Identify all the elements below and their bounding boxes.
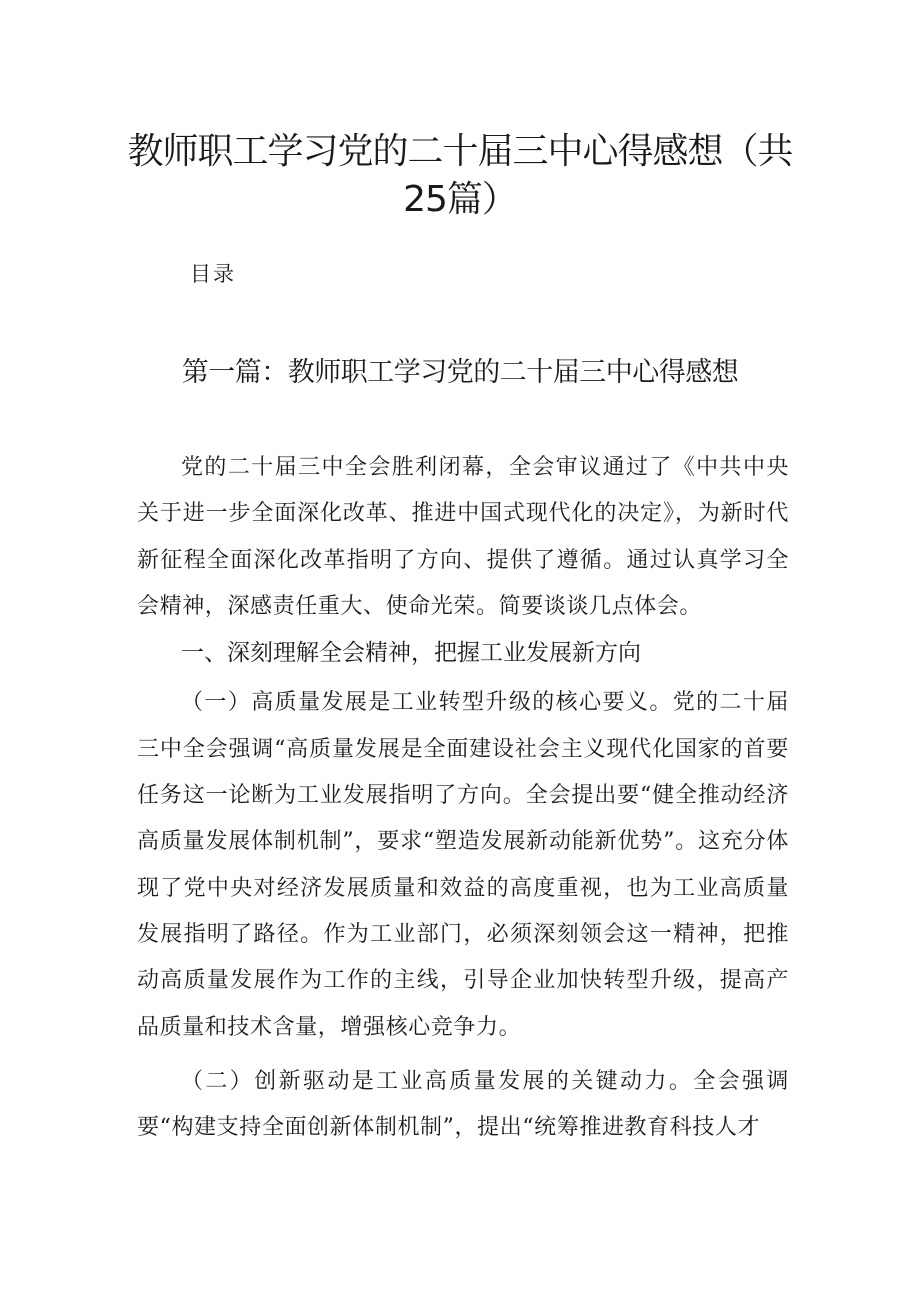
document-title-line-1: 教师职工学习党的二十届三中心得感想（共	[127, 131, 793, 172]
table-of-contents-label: 目录	[190, 262, 236, 286]
document-body	[137, 445, 789, 1151]
document-title	[0, 128, 920, 224]
heading-one: 一、深刻理解全会精神，把握工业发展新方向	[181, 640, 641, 667]
paragraph-subsection-1: （一）高质量发展是工业转型升级的核心要义。党的二十届三中全会强调“高质量发展是全面建设社会主义现代化国家的首要任务这一论断为工业发展指明了方向。全会提出要“健全推动经济高质量发展体制机制”，要求“塑造发展新动能新优势”。这充分体现了党中央对经济发展质量和效益的高度重视，也为工业高质量发展指明了路径。作为工业部门，必须深刻领会这一精神，把推动高质量发展作为工作的主线，引导企业加快转型升级，提高产品质量和技术含量，增强核心竞争力。	[137, 690, 789, 1040]
paragraph-intro: 党的二十届三中全会胜利闭幕，全会审议通过了《中共中央关于进一步全面深化改革、推进中国式现代化的决定》，为新时代新征程全面深化改革指明了方向、提供了遵循。通过认真学习全会精神，深感责任重大、使命光荣。简要谈谈几点体会。	[137, 455, 789, 619]
document-title-line-2: 25篇）	[403, 179, 517, 220]
section-title: 第一篇：教师职工学习党的二十届三中心得感想	[181, 357, 739, 388]
paragraph-subsection-2: （二）创新驱动是工业高质量发展的关键动力。全会强调要“构建支持全面创新体制机制”，提出“统筹推进教育科技人才	[137, 1068, 789, 1141]
